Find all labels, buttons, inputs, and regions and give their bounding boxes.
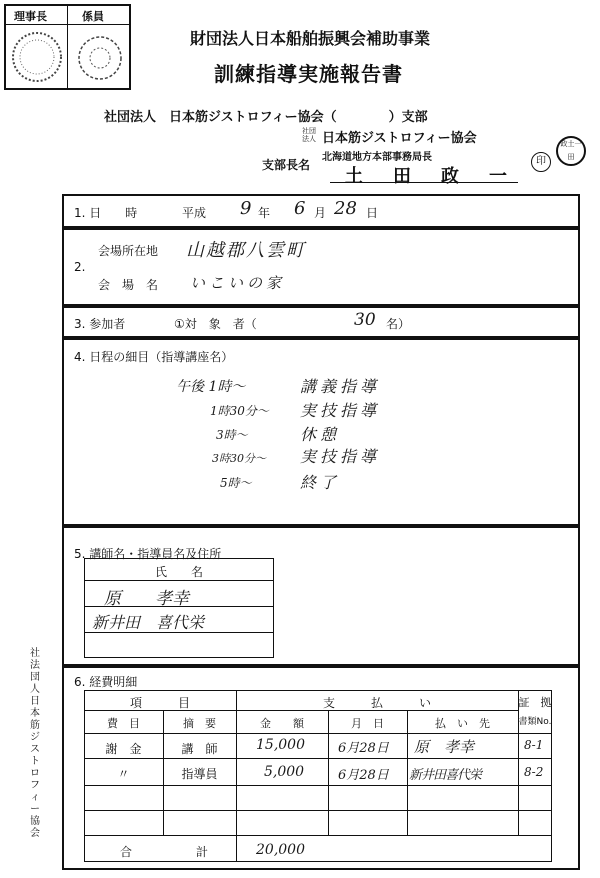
expense-date: 6月28日	[338, 768, 389, 783]
expense-header-payee: 払 い 先	[435, 717, 490, 730]
date-year: 9	[240, 198, 252, 219]
date-month: 6	[294, 198, 306, 219]
schedule-content: 終了	[300, 473, 341, 492]
chairman-stamp-label: 理事長	[14, 10, 47, 23]
schedule-content: 実技指導	[300, 401, 381, 420]
participants-label: 3. 参加者	[74, 317, 126, 331]
instructors-column-header: 氏 名	[154, 565, 203, 579]
instructors-label: 5. 講師名・指導員名及住所	[74, 547, 222, 561]
seal-organization: 日本筋ジストロフィー協会	[322, 131, 477, 146]
seal-mark: 印	[531, 152, 551, 172]
expense-header-description: 摘 要	[183, 717, 216, 730]
expense-header-date: 月 日	[351, 717, 384, 730]
schedule-content: 実技指導	[300, 447, 381, 466]
staff-stamp-label: 係員	[82, 10, 104, 23]
expense-header-amount: 金 額	[260, 717, 304, 730]
expense-header-receipt-no: 書類No.	[518, 717, 552, 727]
expense-header-receipt: 証 拠	[518, 696, 552, 709]
expense-description: 講 師	[181, 742, 218, 756]
expense-category: 謝 金	[105, 742, 142, 756]
branch-head-underline	[330, 182, 518, 183]
venue-section	[62, 228, 580, 306]
instructor-name: 新井田 喜代栄	[92, 613, 205, 632]
expense-description: 指導員	[181, 767, 218, 781]
participants-sub: ①対 象 者（	[174, 317, 257, 331]
venue-name-label: 会 場 名	[98, 278, 159, 292]
participants-unit: 名）	[386, 317, 411, 331]
expense-receipt: 8-2	[524, 765, 544, 779]
date-label: 1. 日 時	[74, 206, 138, 220]
participants-section	[62, 306, 580, 338]
schedule-time: 3時～	[216, 428, 248, 442]
expense-receipt: 8-1	[524, 738, 544, 752]
schedule-content: 休憩	[300, 425, 341, 444]
expense-payee: 新井田喜代栄	[409, 768, 482, 783]
total-amount: 20,000	[256, 842, 305, 858]
schedule-time: 5時～	[220, 476, 252, 490]
header-line-1: 財団法人日本船舶振興会補助事業	[190, 29, 431, 48]
venue-location: 山越郡八雲町	[186, 240, 306, 261]
seal-title: 北海道地方本部事務局長	[322, 152, 432, 163]
expense-payee: 原 孝幸	[414, 738, 475, 756]
chairman-seal-icon	[10, 30, 64, 84]
expense-amount: 15,000	[256, 737, 305, 753]
instructors-row-line	[84, 580, 274, 581]
expense-amount: 5,000	[264, 764, 305, 780]
date-year-unit: 年	[258, 206, 271, 220]
expense-table-line	[518, 690, 519, 835]
instructor-name: 原 孝幸	[104, 589, 189, 609]
venue-number: 2.	[74, 260, 86, 274]
expense-table-line	[84, 810, 552, 811]
branch-head-label: 支部長名	[262, 158, 311, 172]
expense-table-line	[84, 733, 552, 734]
expense-header-category: 費 目	[107, 717, 140, 730]
date-era: 平成	[182, 206, 207, 220]
personal-seal: 政土一田	[556, 136, 586, 166]
expense-date: 6月28日	[338, 741, 389, 756]
expense-header-item: 項 目	[129, 696, 190, 710]
expense-header-payment: 支 払 い	[322, 696, 431, 710]
schedule-label: 4. 日程の細目（指導講座名）	[74, 350, 234, 364]
schedule-time: 午後 1時～	[176, 379, 246, 395]
expenses-label: 6. 経費明細	[74, 675, 138, 689]
schedule-time: 1時30分～	[210, 404, 269, 418]
schedule-content: 講義指導	[300, 377, 381, 396]
date-month-unit: 月	[314, 206, 327, 220]
schedule-time: 3時30分～	[212, 452, 266, 465]
branch-head-name: 土 田 政 一	[345, 166, 513, 187]
seal-prefix-2: 法人	[302, 135, 316, 143]
total-label-2: 計	[196, 845, 209, 859]
report-title: 訓練指導実施報告書	[214, 62, 403, 86]
stamp-header-line	[4, 24, 131, 25]
expense-table-line	[84, 785, 552, 786]
venue-name: いこいの家	[190, 274, 286, 292]
date-day: 28	[334, 198, 357, 219]
expense-table-line	[84, 835, 552, 836]
expense-table-line	[84, 758, 552, 759]
side-stamp: 社法団人日本筋ジストロフィー協会	[30, 648, 40, 839]
seal-prefix-1: 社団	[302, 127, 316, 135]
date-day-unit: 日	[366, 206, 379, 220]
staff-seal-icon	[76, 34, 124, 82]
stamp-divider	[67, 4, 68, 90]
total-label-1: 合	[120, 845, 133, 859]
venue-location-label: 会場所在地	[98, 244, 159, 258]
expense-category: 〃	[117, 767, 130, 781]
organization-line: 社団法人 日本筋ジストロフィー協会（ ）支部	[104, 110, 428, 125]
participants-count: 30	[354, 310, 376, 330]
